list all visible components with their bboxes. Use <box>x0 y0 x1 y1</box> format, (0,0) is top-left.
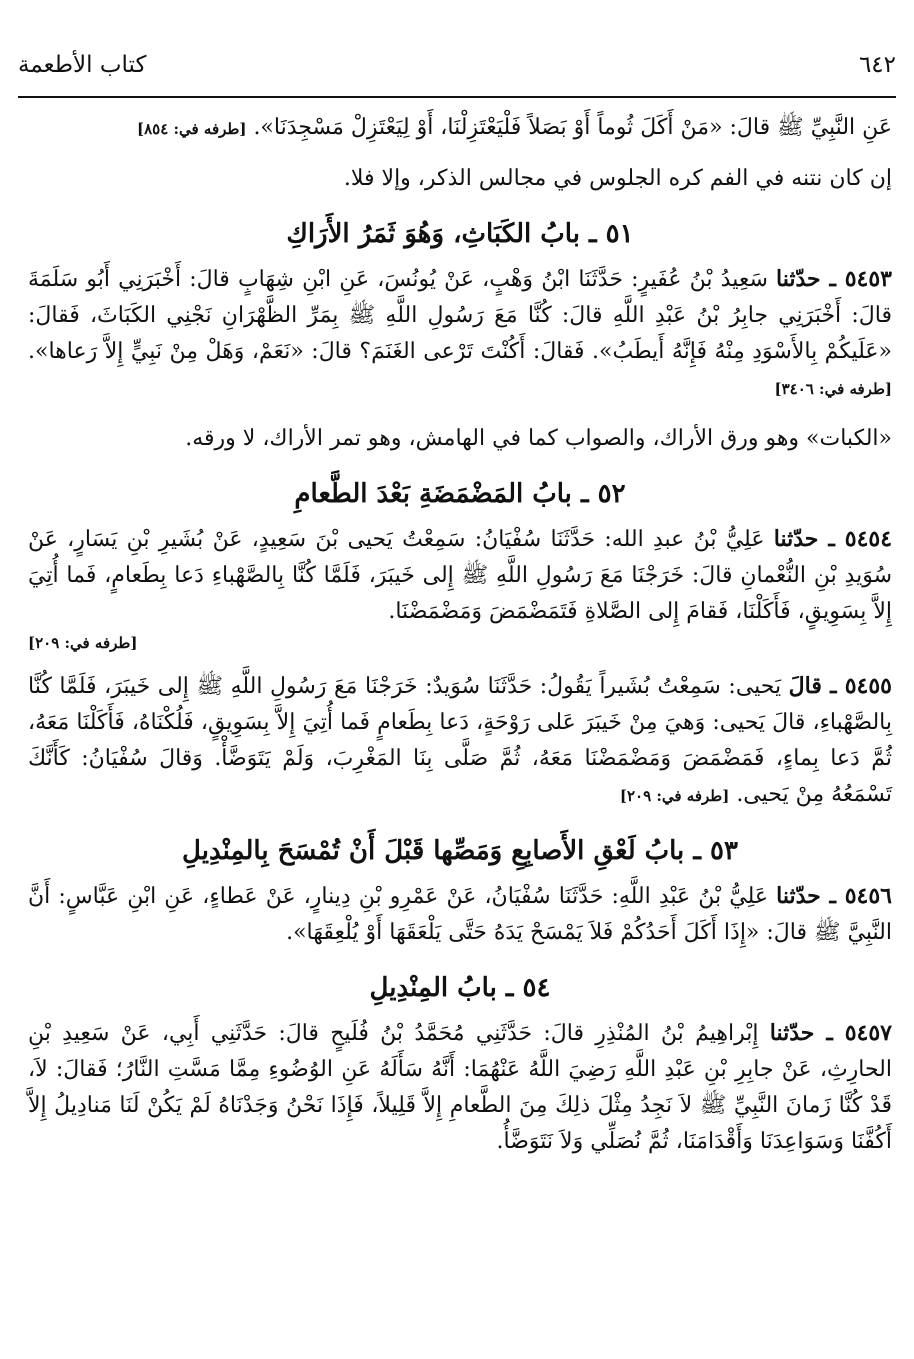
page-header <box>18 52 896 78</box>
hadith-text: عَلِيُّ بْنُ عَبْدِ اللَّهِ: حَدَّثَنَا سُفْيَانُ، عَنْ عَمْرِو بْنِ دِينارٍ، عَنْ عَطاءٍ، عَنِ ابْنِ عَبَّاسٍ: أَنَّ النَّبِيَّ ﷺ قالَ: «إِذَا أَكَلَ أَحَدُكُمْ فَلاَ يَمْسَحْ يَدَهُ حَتَّى يَلْعَقَهَا أَوْ يُلْعِقَهَا». <box>28 884 892 945</box>
commentary-note: «الكبات» وهو ورق الأراك، والصواب كما في الهامش، وهو تمر الأراك، لا ورقه. <box>185 426 892 451</box>
cross-reference: [طرفه في: ٨٥٤] <box>136 120 247 138</box>
hadith-5455 <box>28 668 892 814</box>
page-content <box>28 110 892 1160</box>
commentary-note: إن كان نتنه في الفم كره الجلوس في مجالس الذكر، وإلا فلا. <box>343 166 892 191</box>
hadith-5453 <box>28 261 892 407</box>
hadith-text: إِبْراهِيمُ بْنُ المُنْذِرِ قالَ: حَدَّثَنِي مُحَمَّدُ بْنُ فُلَيحٍ قالَ: حَدَّثَنِي أَبِي، عَنْ سَعِيدِ بْنِ الحارِثِ، عَنْ جابِرِ بْنِ عَبْدِ اللَّهِ رَضِيَ اللَّهُ عَنْهُمَا: أَنَّهُ سَأَلَهُ عَنِ الوُضُوءِ مِمَّا مَسَّتِ النَّارُ؛ فَقالَ: لاَ، قَدْ كُنَّا زَمانَ النَّبِيِّ ﷺ لاَ نَجِدُ مِثْلَ ذلِكَ مِنَ الطَّعامِ إِلاَّ قَلِيلاً، فَإِذَا نَحْنُ وَجَدْنَاهُ لَمْ يَكُنْ لَنَا مَنادِيلُ إِلاَّ أَكُفَّنَا وَسَوَاعِدَنَا وَأَقْدَامَنَا، ثُمَّ نُصَلِّي وَلاَ نَتَوَضَّأُ. <box>28 1021 892 1154</box>
hadith-text: عَنِ النَّبِيِّ ﷺ قالَ: «مَنْ أَكَلَ ثُوماً أَوْ بَصَلاً فَلْيَعْتَزِلْنَا، أَوْ لِيَعْتَزِلْ مَسْجِدَنَا». <box>253 115 892 140</box>
hadith-number: ٥٤٥٦ ـ حدّثنا <box>776 883 892 909</box>
chapter-title-54: ٥٤ ـ بابُ المِنْدِيلِ <box>369 973 551 1003</box>
hadith-5454 <box>28 521 892 630</box>
cross-reference: [طرفه في: ٢٠٩] <box>619 787 730 805</box>
cross-reference: [طرفه في: ٢٠٩] <box>28 634 138 652</box>
chapter-title-51: ٥١ ـ بابُ الكَبَاثِ، وَهُوَ ثَمَرُ الأَرَاكِ <box>286 219 634 249</box>
header-rule <box>18 96 896 98</box>
page-number: ٦٤٢ <box>858 52 896 78</box>
hadith-number: ٥٤٥٤ ـ حدّثنا <box>773 526 893 552</box>
hadith-text: سَعِيدُ بْنُ عُفَيرٍ: حَدَّثَنَا ابْنُ وَهْبٍ، عَنْ يُونُسَ، عَنِ ابْنِ شِهَابٍ قالَ: أَخْبَرَنِي أَبُو سَلَمَةَ قالَ: أَخْبَرَنِي جابِرُ بْنُ عَبْدِ اللَّهِ قالَ: كُنَّا مَعَ رَسُولِ اللَّهِ ﷺ بِمَرِّ الظَّهْرَانِ نَجْنِي الكَبَاثَ، فَقالَ: «عَلَيكُمْ بِالأَسْوَدِ مِنْهُ فَإِنَّهُ أَيطَبُ». فَقالَ: أَكُنْتَ تَرْعى الغَنَمَ؟ قالَ: «نَعَمْ، وَهَلْ مِنْ نَبِيٍّ إِلاَّ رَعاها». <box>28 267 892 364</box>
hadith-5457 <box>28 1015 892 1160</box>
book-title: كتاب الأطعمة <box>18 52 147 78</box>
chapter-title-53: ٥٣ ـ بابُ لَعْقِ الأَصابِعِ وَمَصِّها قَبْلَ أَنْ تُمْسَحَ بِالمِنْدِيلِ <box>182 836 738 866</box>
chapter-title-52: ٥٢ ـ بابُ المَضْمَضَةِ بَعْدَ الطَّعامِ <box>294 479 626 509</box>
cross-reference: [طرفه في: ٣٤٠٦] <box>774 380 892 398</box>
continued-hadith <box>28 110 892 147</box>
hadith-number: ٥٤٥٣ ـ حدّثنا <box>776 266 892 292</box>
hadith-number: ٥٤٥٥ ـ قالَ <box>788 673 892 699</box>
hadith-text: يَحيى: سَمِعْتُ بُشَيراً يَقُولُ: حَدَّثَنَا سُوَيدٌ: خَرَجْنَا مَعَ رَسُولِ اللَّهِ ﷺ إِلى خَيبَرَ، فَلَمَّا كُنَّا بِالصَّهْباءِ، قالَ يَحيى: وَهيَ مِنْ خَيبَرَ عَلى رَوْحَةٍ، دَعا بِطَعامٍ فَما أُتِيَ إِلاَّ بِسَوِيقٍ، فَلُكْنَاهُ، فَأَكَلْنَا مَعَهُ، ثُمَّ دَعا بِماءٍ، فَمَضْمَضَ وَمَضْمَضْنَا مَعَهُ، ثُمَّ صَلَّى بِنَا المَغْرِبَ، وَلَمْ يَتَوَضَّأْ. وَقالَ سُفْيَانُ: كَأَنَّكَ تَسْمَعُهُ مِنْ يَحيى. <box>28 674 892 807</box>
hadith-5456 <box>28 878 892 951</box>
hadith-text: عَلِيُّ بْنُ عبدِ الله: حَدَّثَنَا سُفْيَانُ: سَمِعْتُ يَحيى بْنَ سَعِيدٍ، عَنْ بُشَيرِ بْنِ يَسَارٍ، عَنْ سُوَيدِ بْنِ النُّعْمانِ قالَ: خَرَجْنَا مَعَ رَسُولِ اللَّهِ ﷺ إِلى خَيبَرَ، فَلَمَّا كُنَّا بِالصَّهْباءِ دَعا بِطَعامٍ، فَما أُتِيَ إِلاَّ بِسَوِيقٍ، فَأَكَلْنَا، فَقامَ إِلى الصَّلاةِ فَتَمَضْمَضَ وَمَضْمَضْنَا. <box>28 527 892 624</box>
hadith-number: ٥٤٥٧ ـ حدّثنا <box>769 1020 892 1046</box>
